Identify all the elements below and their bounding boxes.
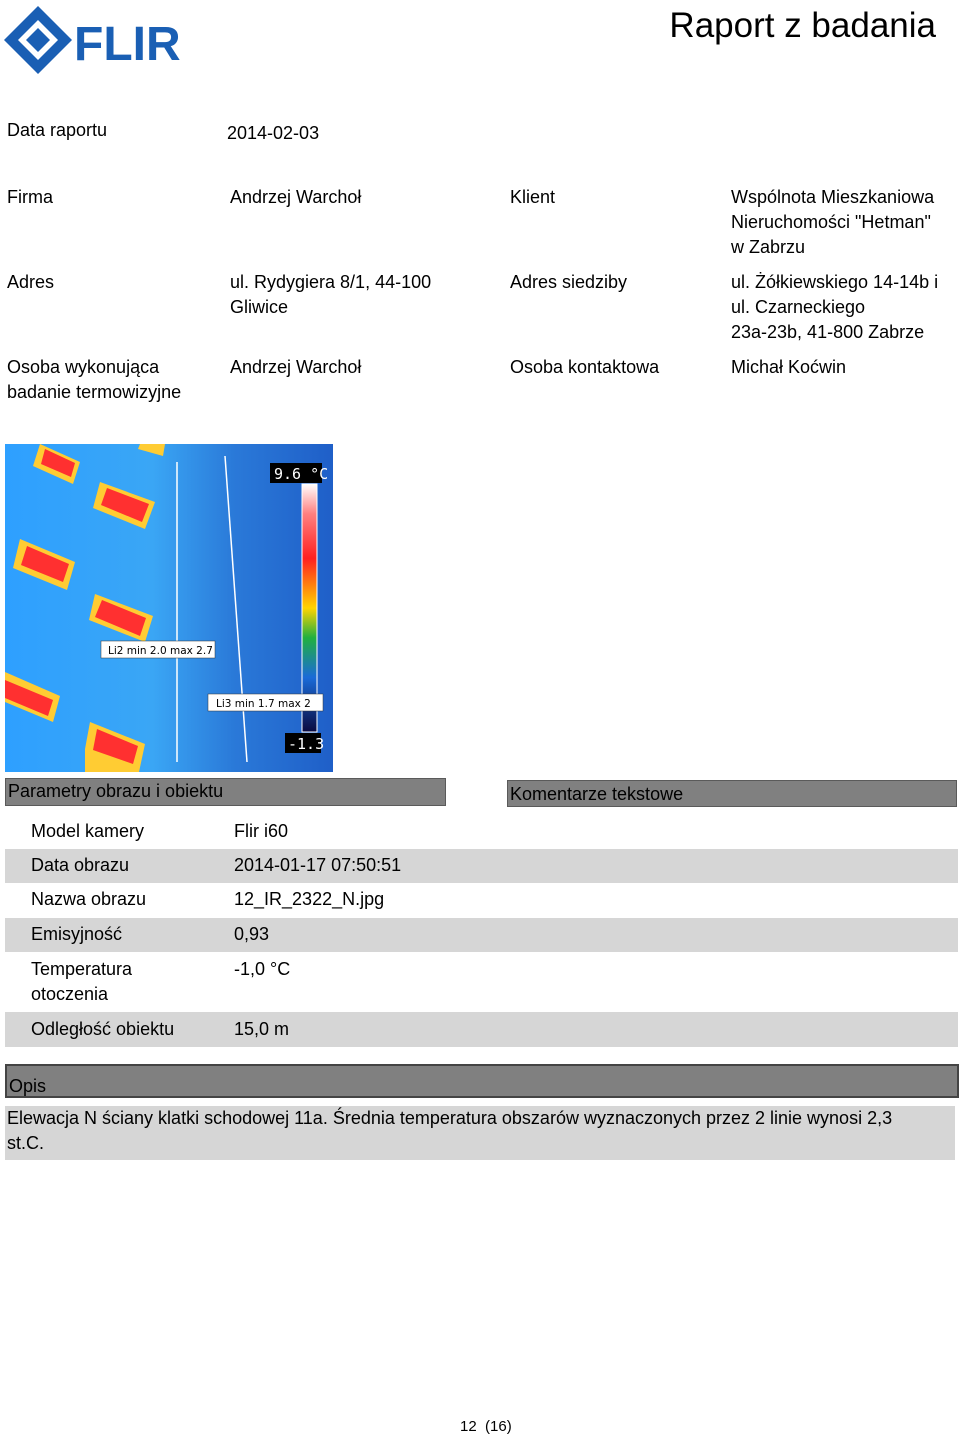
report-date-value: 2014-02-03	[227, 123, 320, 143]
li2-measurement-label: Li2 min 2.0 max 2.7	[108, 645, 213, 657]
params-header: Parametry obrazu i obiektu	[5, 778, 446, 806]
param-value: 15,0 m	[234, 1019, 290, 1039]
page-title: Raport z badania	[669, 6, 936, 45]
param-label-line2: otoczenia	[31, 984, 109, 1004]
adres-value-line1: ul. Rydygiera 8/1, 44-100	[230, 272, 432, 292]
table-row	[5, 883, 445, 918]
param-value: Flir i60	[234, 821, 289, 841]
param-value: 12_IR_2322_N.jpg	[234, 889, 385, 909]
param-value: 0,93	[234, 924, 270, 944]
table-row	[5, 918, 958, 952]
osoba-value: Andrzej Warchoł	[230, 357, 362, 377]
opis-text-line1: Elewacja N ściany klatki schodowej 11a. Średnia temperatura obszarów wyznaczonych przez 2 linie wynosi 2,3	[7, 1108, 893, 1128]
report-date-label: Data raportu	[7, 120, 108, 140]
adres-value-line2: Gliwice	[230, 297, 289, 317]
klient-value-line3: w Zabrzu	[731, 237, 806, 257]
adres-siedziby-value-line1: ul. Żółkiewskiego 14-14b i	[731, 272, 939, 292]
flir-logo	[4, 6, 194, 78]
li3-measurement-label: Li3 min 1.7 max 2	[216, 698, 311, 710]
table-row	[5, 849, 958, 883]
param-label: Nazwa obrazu	[31, 889, 147, 909]
table-row	[5, 814, 445, 849]
page-number: 12 (16)	[460, 1418, 512, 1435]
firma-label: Firma	[7, 187, 53, 207]
param-value: -1,0 °C	[234, 959, 291, 979]
firma-value: Andrzej Warchoł	[230, 187, 362, 207]
table-row	[5, 1012, 958, 1047]
comments-header: Komentarze tekstowe	[507, 780, 957, 807]
param-label: Odległość obiektu	[31, 1019, 175, 1039]
scale-max-label: 9.6 °C	[274, 465, 329, 483]
adres-siedziby-value-line3: 23a-23b, 41-800 Zabrze	[731, 322, 925, 342]
scale-min-label: -1.3	[288, 735, 325, 753]
param-label: Emisyjność	[31, 924, 123, 944]
klient-value-line2: Nieruchomości "Hetman"	[731, 212, 931, 232]
adres-siedziby-label: Adres siedziby	[510, 272, 628, 292]
klient-value-line1: Wspólnota Mieszkaniowa	[731, 187, 935, 207]
opis-header: Opis	[5, 1064, 959, 1098]
kontakt-label: Osoba kontaktowa	[510, 357, 660, 377]
param-value: 2014-01-17 07:50:51	[234, 855, 402, 875]
param-label: Temperatura	[31, 959, 133, 979]
osoba-label-line2: badanie termowizyjne	[7, 382, 182, 402]
param-label: Model kamery	[31, 821, 145, 841]
kontakt-value: Michał Koćwin	[731, 357, 847, 377]
adres-siedziby-value-line2: ul. Czarneckiego	[731, 297, 866, 317]
thermal-image	[5, 444, 333, 772]
adres-label: Adres	[7, 272, 55, 292]
opis-text-line2: st.C.	[7, 1133, 45, 1153]
osoba-label-line1: Osoba wykonująca	[7, 357, 160, 377]
param-label: Data obrazu	[31, 855, 130, 875]
klient-label: Klient	[510, 187, 556, 207]
logo-text: FLIR	[74, 18, 181, 71]
table-row	[5, 952, 445, 1012]
opis-description	[5, 1106, 955, 1160]
